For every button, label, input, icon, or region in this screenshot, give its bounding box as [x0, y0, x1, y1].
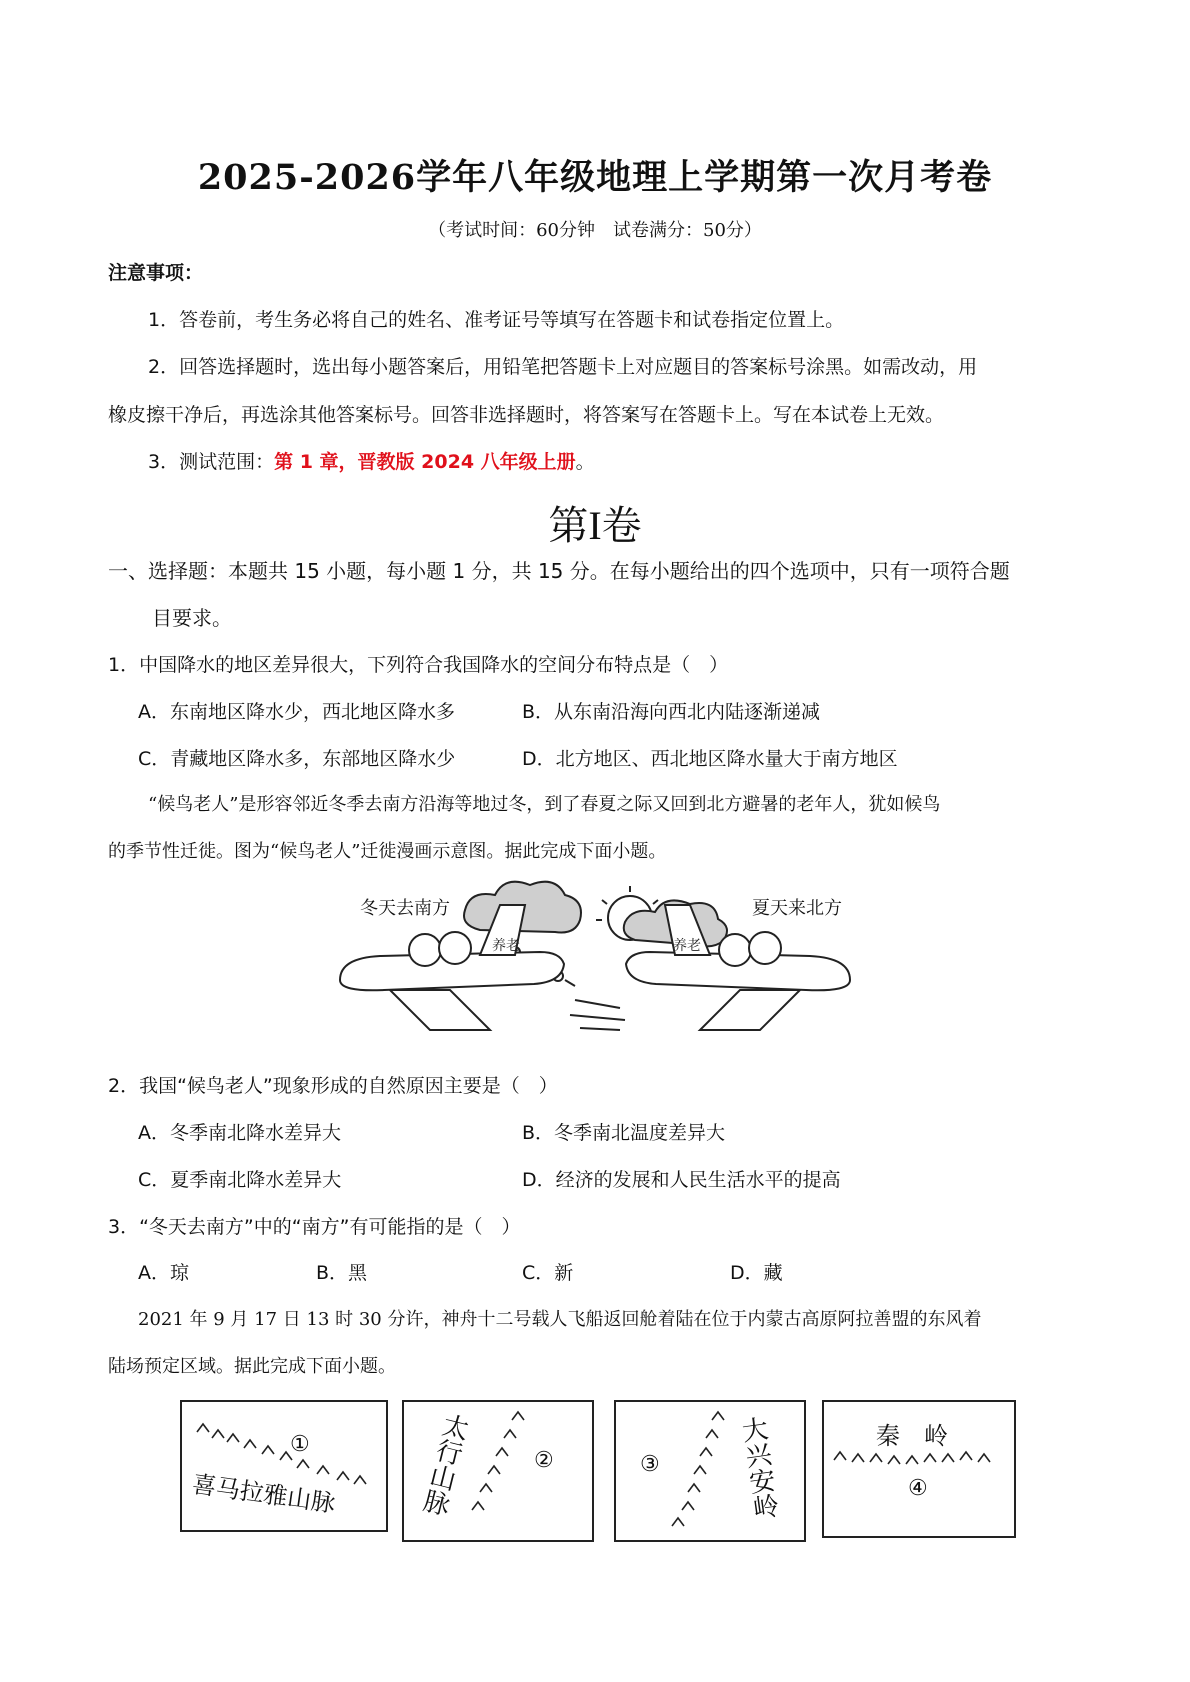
- question-2-option-d: D．经济的发展和人民生活水平的提高: [522, 1169, 841, 1191]
- question-3-option-d: D．藏: [730, 1262, 783, 1284]
- notice-item-3-suffix: 。: [575, 451, 595, 473]
- right-tail-text: 养老: [673, 938, 701, 954]
- cartoon-drawing: [340, 882, 850, 1030]
- cartoon-left-label: 冬天去南方: [360, 898, 450, 919]
- notice-item-3-prefix: 3．测试范围：: [148, 451, 275, 473]
- question-2-option-b: B．冬季南北温度差异大: [522, 1122, 726, 1144]
- notice-item-2-line1: 2．回答选择题时，选出每小题答案后，用铅笔把答题卡上对应题目的答案标号涂黑。如需改动，用: [148, 356, 978, 378]
- question-2-stem: 2．我国“候鸟老人”现象形成的自然原因主要是（ ）: [108, 1075, 558, 1097]
- mountain-4-number: ④: [908, 1476, 928, 1501]
- question-1-option-a: A．东南地区降水少，西北地区降水多: [138, 701, 455, 723]
- notice-item-3: [148, 451, 595, 473]
- mountain-3-number: ③: [640, 1452, 660, 1477]
- volume-title: 第I卷: [548, 503, 642, 548]
- notice-item-1: 1．答卷前，考生务必将自己的姓名、准考证号等填写在答题卡和试卷指定位置上。: [148, 309, 845, 331]
- mountain-box-4: [822, 1400, 1016, 1538]
- passage-1-line2: 的季节性迁徙。图为“候鸟老人”迁徙漫画示意图。据此完成下面小题。: [108, 841, 667, 862]
- section-1-instructions-line1: 一、选择题：本题共 15 小题，每小题 1 分，共 15 分。在每小题给出的四个选项中，只有一项符合题: [108, 559, 1010, 583]
- test-scope: 第 1 章，晋教版 2024 八年级上册: [274, 451, 576, 473]
- notice-heading: 注意事项：: [108, 262, 204, 284]
- question-3-option-b: B．黑: [316, 1262, 368, 1284]
- question-1-option-b: B．从东南沿海向西北内陆逐渐递减: [522, 701, 821, 723]
- exam-subtitle: （考试时间：60分钟 试卷满分：50分）: [428, 220, 762, 241]
- section-1-instructions-line2: 目要求。: [152, 606, 232, 630]
- mountain-3-name: 大兴安岭: [735, 1414, 781, 1522]
- question-2-option-c: C．夏季南北降水差异大: [138, 1169, 342, 1191]
- mountain-box-3: [614, 1400, 806, 1542]
- mountain-2-name: 太行山脉: [416, 1409, 472, 1518]
- wind-lines: [570, 1000, 625, 1030]
- migratory-elders-cartoon: [330, 880, 860, 1060]
- question-3-option-a: A．琼: [138, 1262, 189, 1284]
- mountain-1-name: 喜马拉雅山脉: [190, 1470, 337, 1518]
- question-1-option-c: C．青藏地区降水多，东部地区降水少: [138, 748, 456, 770]
- mountain-box-1: [180, 1400, 388, 1532]
- cartoon-right-label: 夏天来北方: [752, 898, 842, 919]
- passage-1-line1: “候鸟老人”是形容邻近冬季去南方沿海等地过冬，到了春夏之际又回到北方避暑的老年人，犹如候鸟: [148, 794, 941, 815]
- mountain-4-name: 秦 岭: [876, 1422, 948, 1450]
- passage-2-line2: 陆场预定区域。据此完成下面小题。: [108, 1356, 396, 1377]
- mountain-2-number: ②: [534, 1448, 554, 1473]
- question-3-option-c: C．新: [522, 1262, 574, 1284]
- mountain-box-2: [402, 1400, 594, 1542]
- question-3-stem: 3．“冬天去南方”中的“南方”有可能指的是（ ）: [108, 1216, 521, 1238]
- mountain-1-number: ①: [290, 1432, 310, 1457]
- question-1-stem: 1．中国降水的地区差异很大，下列符合我国降水的空间分布特点是（ ）: [108, 654, 729, 676]
- question-1-option-d: D．北方地区、西北地区降水量大于南方地区: [522, 748, 898, 770]
- passage-2-line1: 2021 年 9 月 17 日 13 时 30 分许，神舟十二号载人飞船返回舱着陆在位于内蒙古高原阿拉善盟的东风着: [138, 1309, 982, 1330]
- question-2-option-a: A．冬季南北降水差异大: [138, 1122, 341, 1144]
- notice-item-2-line2: 橡皮擦干净后，再选涂其他答案标号。回答非选择题时，将答案写在答题卡上。写在本试卷上无效。: [108, 404, 945, 426]
- exam-title: 2025-2026学年八年级地理上学期第一次月考卷: [197, 157, 993, 198]
- left-tail-text: 养老: [492, 938, 520, 954]
